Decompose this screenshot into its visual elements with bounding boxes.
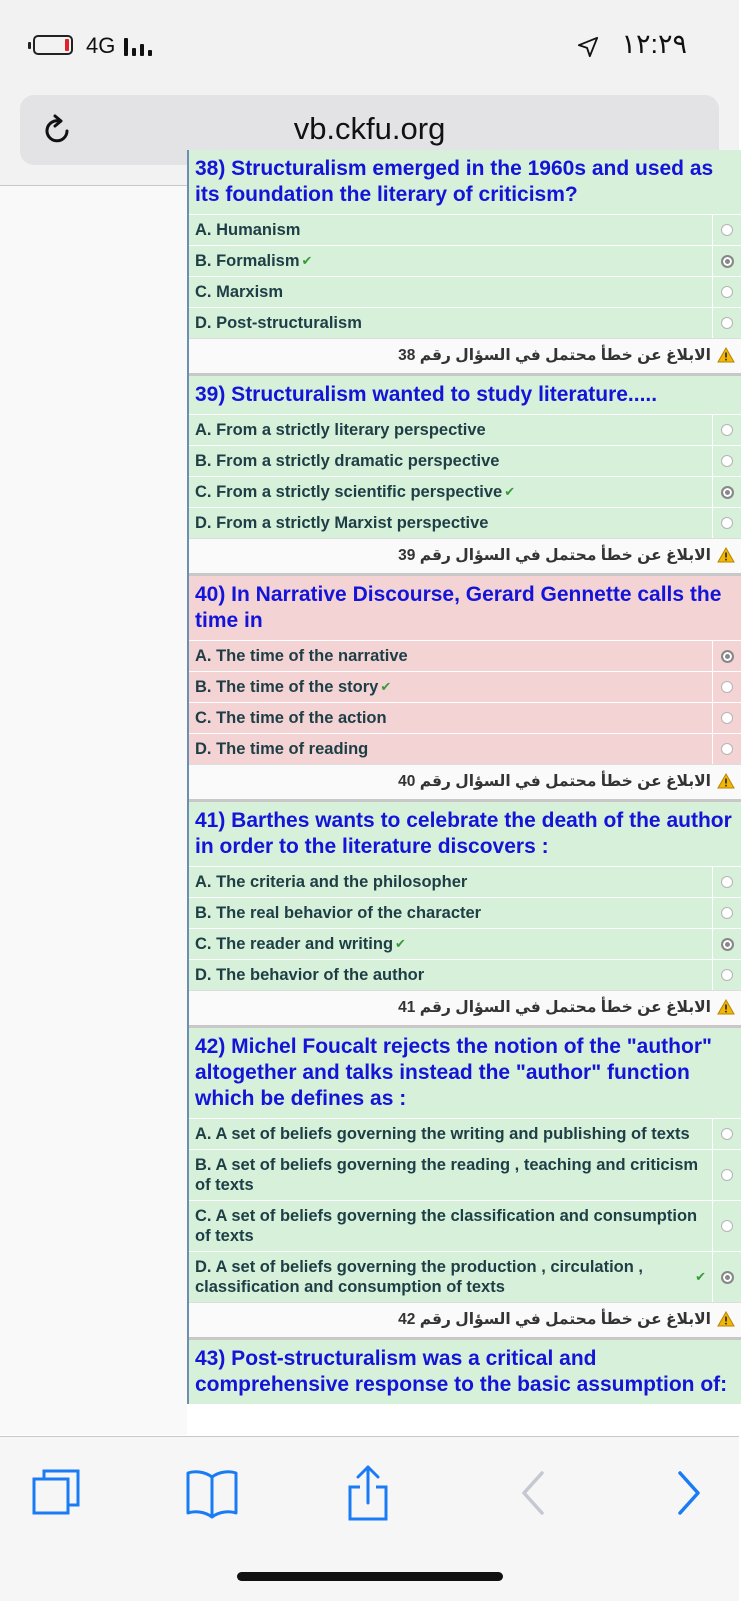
answer-radio[interactable] xyxy=(721,969,733,981)
answer-label xyxy=(189,929,712,959)
question-title: 42) Michel Foucalt rejects the notion of the "author" altogether and talks instead the "author" function which be defines as : xyxy=(195,1035,712,1110)
answer-radio-cell xyxy=(712,734,741,764)
answer-radio[interactable] xyxy=(721,486,734,499)
answer-text: B. From a strictly dramatic perspective xyxy=(195,452,500,470)
answer-option[interactable] xyxy=(189,245,741,276)
answer-radio[interactable] xyxy=(721,712,733,724)
answer-label xyxy=(189,477,712,507)
answer-option[interactable] xyxy=(189,640,741,671)
question-block xyxy=(189,799,741,1025)
question-title: 39) Structuralism wanted to study literature..... xyxy=(195,383,658,406)
report-error-link[interactable] xyxy=(189,338,741,373)
report-text: الابلاغ عن خطأ محتمل في السؤال رقم 40 xyxy=(398,773,711,790)
answer-option[interactable] xyxy=(189,476,741,507)
answer-text: D. A set of beliefs governing the production , circulation , classification and consumption of texts xyxy=(195,1258,643,1296)
back-chevron-icon[interactable] xyxy=(506,1465,562,1521)
report-text: الابلاغ عن خطأ محتمل في السؤال رقم 38 xyxy=(398,347,711,364)
answer-label xyxy=(189,1119,712,1149)
answer-radio-cell xyxy=(712,867,741,897)
answer-option[interactable] xyxy=(189,414,741,445)
answer-radio[interactable] xyxy=(721,224,733,236)
answer-radio-cell xyxy=(712,446,741,476)
report-error-link[interactable] xyxy=(189,764,741,799)
answer-label xyxy=(189,508,712,538)
answer-radio-cell xyxy=(712,308,741,338)
correct-check-icon: ✔ xyxy=(301,253,313,268)
answer-text: D. From a strictly Marxist perspective xyxy=(195,514,489,532)
answer-radio-cell xyxy=(712,1150,741,1200)
answer-radio-cell xyxy=(712,898,741,928)
answer-text: A. A set of beliefs governing the writing and publishing of texts xyxy=(195,1125,690,1143)
answer-option[interactable] xyxy=(189,671,741,702)
share-icon[interactable] xyxy=(340,1465,396,1521)
answer-option[interactable] xyxy=(189,1149,741,1200)
report-text: الابلاغ عن خطأ محتمل في السؤال رقم 41 xyxy=(398,999,711,1016)
answer-option[interactable] xyxy=(189,307,741,338)
answer-radio[interactable] xyxy=(721,743,733,755)
answer-label xyxy=(189,734,712,764)
answer-radio-cell xyxy=(712,508,741,538)
question-title: 43) Post-structuralism was a critical and comprehensive response to the basic assumption of: xyxy=(195,1347,728,1396)
correct-check-icon: ✔ xyxy=(695,1269,706,1284)
answer-radio[interactable] xyxy=(721,517,733,529)
forward-chevron-icon[interactable] xyxy=(660,1465,716,1521)
answer-label xyxy=(189,246,712,276)
answer-radio[interactable] xyxy=(721,681,733,693)
answer-text: B. A set of beliefs governing the reading , teaching and criticism of texts xyxy=(195,1156,699,1194)
battery-nub xyxy=(28,42,31,49)
answer-label xyxy=(189,308,712,338)
answer-radio-cell xyxy=(712,246,741,276)
answer-text: D. The behavior of the author xyxy=(195,966,425,984)
answer-text: C. The reader and writing xyxy=(195,935,394,953)
report-error-link[interactable] xyxy=(189,1302,741,1337)
report-error-link[interactable] xyxy=(189,538,741,573)
left-blank-pane xyxy=(0,186,187,1435)
answer-radio[interactable] xyxy=(721,1271,734,1284)
answer-option[interactable] xyxy=(189,1118,741,1149)
network-type: 4G xyxy=(86,33,116,58)
answer-option[interactable] xyxy=(189,1251,741,1302)
answer-text: C. The time of the action xyxy=(195,709,387,727)
question-title: 40) In Narrative Discourse, Gerard Gennette calls the time in xyxy=(195,583,722,632)
battery-icon xyxy=(33,35,73,55)
answer-radio-cell xyxy=(712,703,741,733)
answer-radio-cell xyxy=(712,960,741,990)
question-block xyxy=(189,1337,741,1404)
answer-label xyxy=(189,277,712,307)
answer-label xyxy=(189,1150,712,1200)
answer-label xyxy=(189,1252,712,1302)
answer-radio-cell xyxy=(712,1119,741,1149)
question-block xyxy=(189,573,741,799)
answer-label xyxy=(189,415,712,445)
url-text[interactable]: vb.ckfu.org xyxy=(293,111,446,146)
answer-text: D. Post-structuralism xyxy=(195,314,362,332)
questions-column xyxy=(187,150,741,1404)
answer-label xyxy=(189,641,712,671)
answer-radio-cell xyxy=(712,277,741,307)
answer-radio-cell xyxy=(712,641,741,671)
question-block xyxy=(189,373,741,573)
answer-option[interactable] xyxy=(189,507,741,538)
bookmarks-icon[interactable] xyxy=(184,1465,240,1521)
answer-label xyxy=(189,215,712,245)
answer-option[interactable] xyxy=(189,897,741,928)
answer-option[interactable] xyxy=(189,214,741,245)
answer-radio-cell xyxy=(712,1252,741,1302)
warning-icon xyxy=(717,1311,735,1327)
status-bar xyxy=(0,0,739,90)
answer-label xyxy=(189,446,712,476)
answer-option[interactable] xyxy=(189,959,741,990)
report-text: الابلاغ عن خطأ محتمل في السؤال رقم 39 xyxy=(398,547,711,564)
answer-label xyxy=(189,703,712,733)
warning-icon xyxy=(717,347,735,363)
answer-option[interactable] xyxy=(189,445,741,476)
answer-text: D. The time of reading xyxy=(195,740,369,758)
answer-option[interactable] xyxy=(189,1200,741,1251)
warning-icon xyxy=(717,999,735,1015)
answer-radio[interactable] xyxy=(721,650,734,663)
home-indicator xyxy=(237,1572,503,1581)
answer-radio[interactable] xyxy=(721,1128,733,1140)
answer-label xyxy=(189,1201,712,1251)
answer-option[interactable] xyxy=(189,733,741,764)
answer-label xyxy=(189,960,712,990)
question-block xyxy=(189,150,741,373)
tabs-icon[interactable] xyxy=(28,1465,84,1521)
answer-radio[interactable] xyxy=(721,286,733,298)
answer-radio[interactable] xyxy=(721,424,733,436)
answer-text: A. The time of the narrative xyxy=(195,647,408,665)
answer-radio-cell xyxy=(712,929,741,959)
correct-check-icon: ✔ xyxy=(395,936,406,951)
question-title: 38) Structuralism emerged in the 1960s and used as its foundation the literary of criticism? xyxy=(195,157,714,206)
answer-text: C. A set of beliefs governing the classification and consumption of texts xyxy=(195,1207,698,1245)
answer-radio-cell xyxy=(712,1201,741,1251)
answer-radio[interactable] xyxy=(721,907,733,919)
answer-radio-cell xyxy=(712,672,741,702)
answer-radio[interactable] xyxy=(721,1169,733,1181)
answer-option[interactable] xyxy=(189,276,741,307)
report-error-link[interactable] xyxy=(189,990,741,1025)
answer-text: C. Marxism xyxy=(195,283,284,301)
question-block xyxy=(189,1025,741,1337)
answer-text: B. The time of the story xyxy=(195,678,379,696)
answer-radio[interactable] xyxy=(721,876,733,888)
answer-radio[interactable] xyxy=(721,455,733,467)
answer-radio-cell xyxy=(712,215,741,245)
answer-label xyxy=(189,898,712,928)
signal-icon xyxy=(124,36,160,56)
answer-radio[interactable] xyxy=(721,1220,733,1232)
location-arrow-icon xyxy=(577,36,599,58)
answer-option[interactable] xyxy=(189,866,741,897)
answer-option[interactable] xyxy=(189,702,741,733)
report-text: الابلاغ عن خطأ محتمل في السؤال رقم 42 xyxy=(398,1311,711,1328)
question-title: 41) Barthes wants to celebrate the death of the author in order to the literature discovers : xyxy=(195,809,732,858)
answer-radio[interactable] xyxy=(721,317,733,329)
answer-radio[interactable] xyxy=(721,255,734,268)
answer-label xyxy=(189,672,712,702)
answer-radio[interactable] xyxy=(721,938,734,951)
answer-text: B. Formalism xyxy=(195,252,300,270)
warning-icon xyxy=(717,773,735,789)
page-content xyxy=(0,157,739,1435)
answer-radio-cell xyxy=(712,477,741,507)
answer-text: A. Humanism xyxy=(195,221,301,239)
answer-label xyxy=(189,867,712,897)
correct-check-icon: ✔ xyxy=(504,484,516,499)
answer-option[interactable] xyxy=(189,928,741,959)
answer-text: B. The real behavior of the character xyxy=(195,904,482,922)
answer-radio-cell xyxy=(712,415,741,445)
answer-text: A. From a strictly literary perspective xyxy=(195,421,486,439)
correct-check-icon: ✔ xyxy=(380,679,392,694)
answer-text: C. From a strictly scientific perspective xyxy=(195,483,503,501)
status-time: ١٢:٢٩ xyxy=(621,29,687,59)
warning-icon xyxy=(717,547,735,563)
answer-text: A. The criteria and the philosopher xyxy=(195,873,468,891)
